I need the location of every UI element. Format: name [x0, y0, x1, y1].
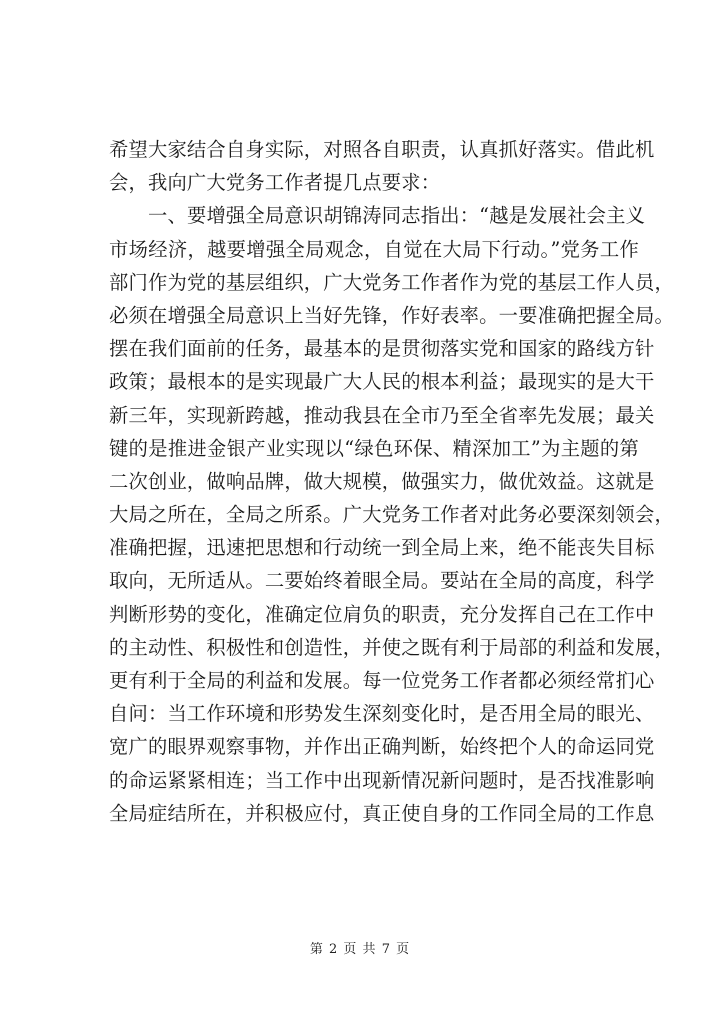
text-line: 市场经济，越要增强全局观念，自觉在大局下行动。”党务工作 [109, 237, 639, 261]
text-line: 键的是推进金银产业实现以“绿色环保、精深加工”为主题的第 [109, 436, 639, 460]
text-line: 部门作为党的基层组织，广大党务工作者作为党的基层工作人员， [109, 270, 674, 294]
text-line: 摆在我们面前的任务，最基本的是贯彻落实党和国家的路线方针 [109, 337, 655, 361]
text-line: 的主动性、积极性和创造性，并使之既有利于局部的利益和发展， [109, 635, 674, 659]
text-line: 新三年，实现新跨越，推动我县在全市乃至全省率先发展；最关 [109, 403, 655, 427]
text-line: 希望大家结合自身实际，对照各自职责，认真抓好落实。借此机 [109, 138, 655, 161]
text-line: 全局症结所在，并积极应付，真正使自身的工作同全局的工作息 [109, 801, 655, 825]
text-line: 的命运紧紧相连；当工作中出现新情况新问题时，是否找准影响 [109, 768, 655, 792]
text-line: 准确把握，迅速把思想和行动统一到全局上来，绝不能丧失目标 [109, 536, 655, 560]
text-line: 一、要增强全局意识胡锦涛同志指出：“越是发展社会主义 [148, 204, 646, 228]
text-line: 政策；最根本的是实现最广大人民的根本利益；最现实的是大干 [109, 370, 655, 394]
text-line: 判断形势的变化，准确定位肩负的职责，充分发挥自己在工作中 [109, 602, 655, 626]
text-line: 必须在增强全局意识上当好先锋，作好表率。一要准确把握全局。 [109, 303, 674, 327]
text-line: 大局之所在，全局之所系。广大党务工作者对此务必要深刻领会， [109, 503, 674, 527]
text-line: 会，我向广大党务工作者提几点要求： [109, 171, 441, 195]
text-line: 自问：当工作环境和形势发生深刻变化时，是否用全局的眼光、 [109, 702, 655, 726]
body-text [109, 133, 674, 830]
text-line: 更有利于全局的利益和发展。每一位党务工作者都必须经常扪心 [109, 669, 655, 692]
page-number-footer: 第 2 页 共 7 页 [309, 942, 411, 957]
text-line: 取向，无所适从。二要始终着眼全局。要站在全局的高度，科学 [109, 569, 655, 593]
text-line: 二次创业，做响品牌，做大规模，做强实力，做优效益。这就是 [109, 469, 655, 493]
text-line: 宽广的眼界观察事物，并作出正确判断，始终把个人的命运同党 [109, 735, 655, 759]
